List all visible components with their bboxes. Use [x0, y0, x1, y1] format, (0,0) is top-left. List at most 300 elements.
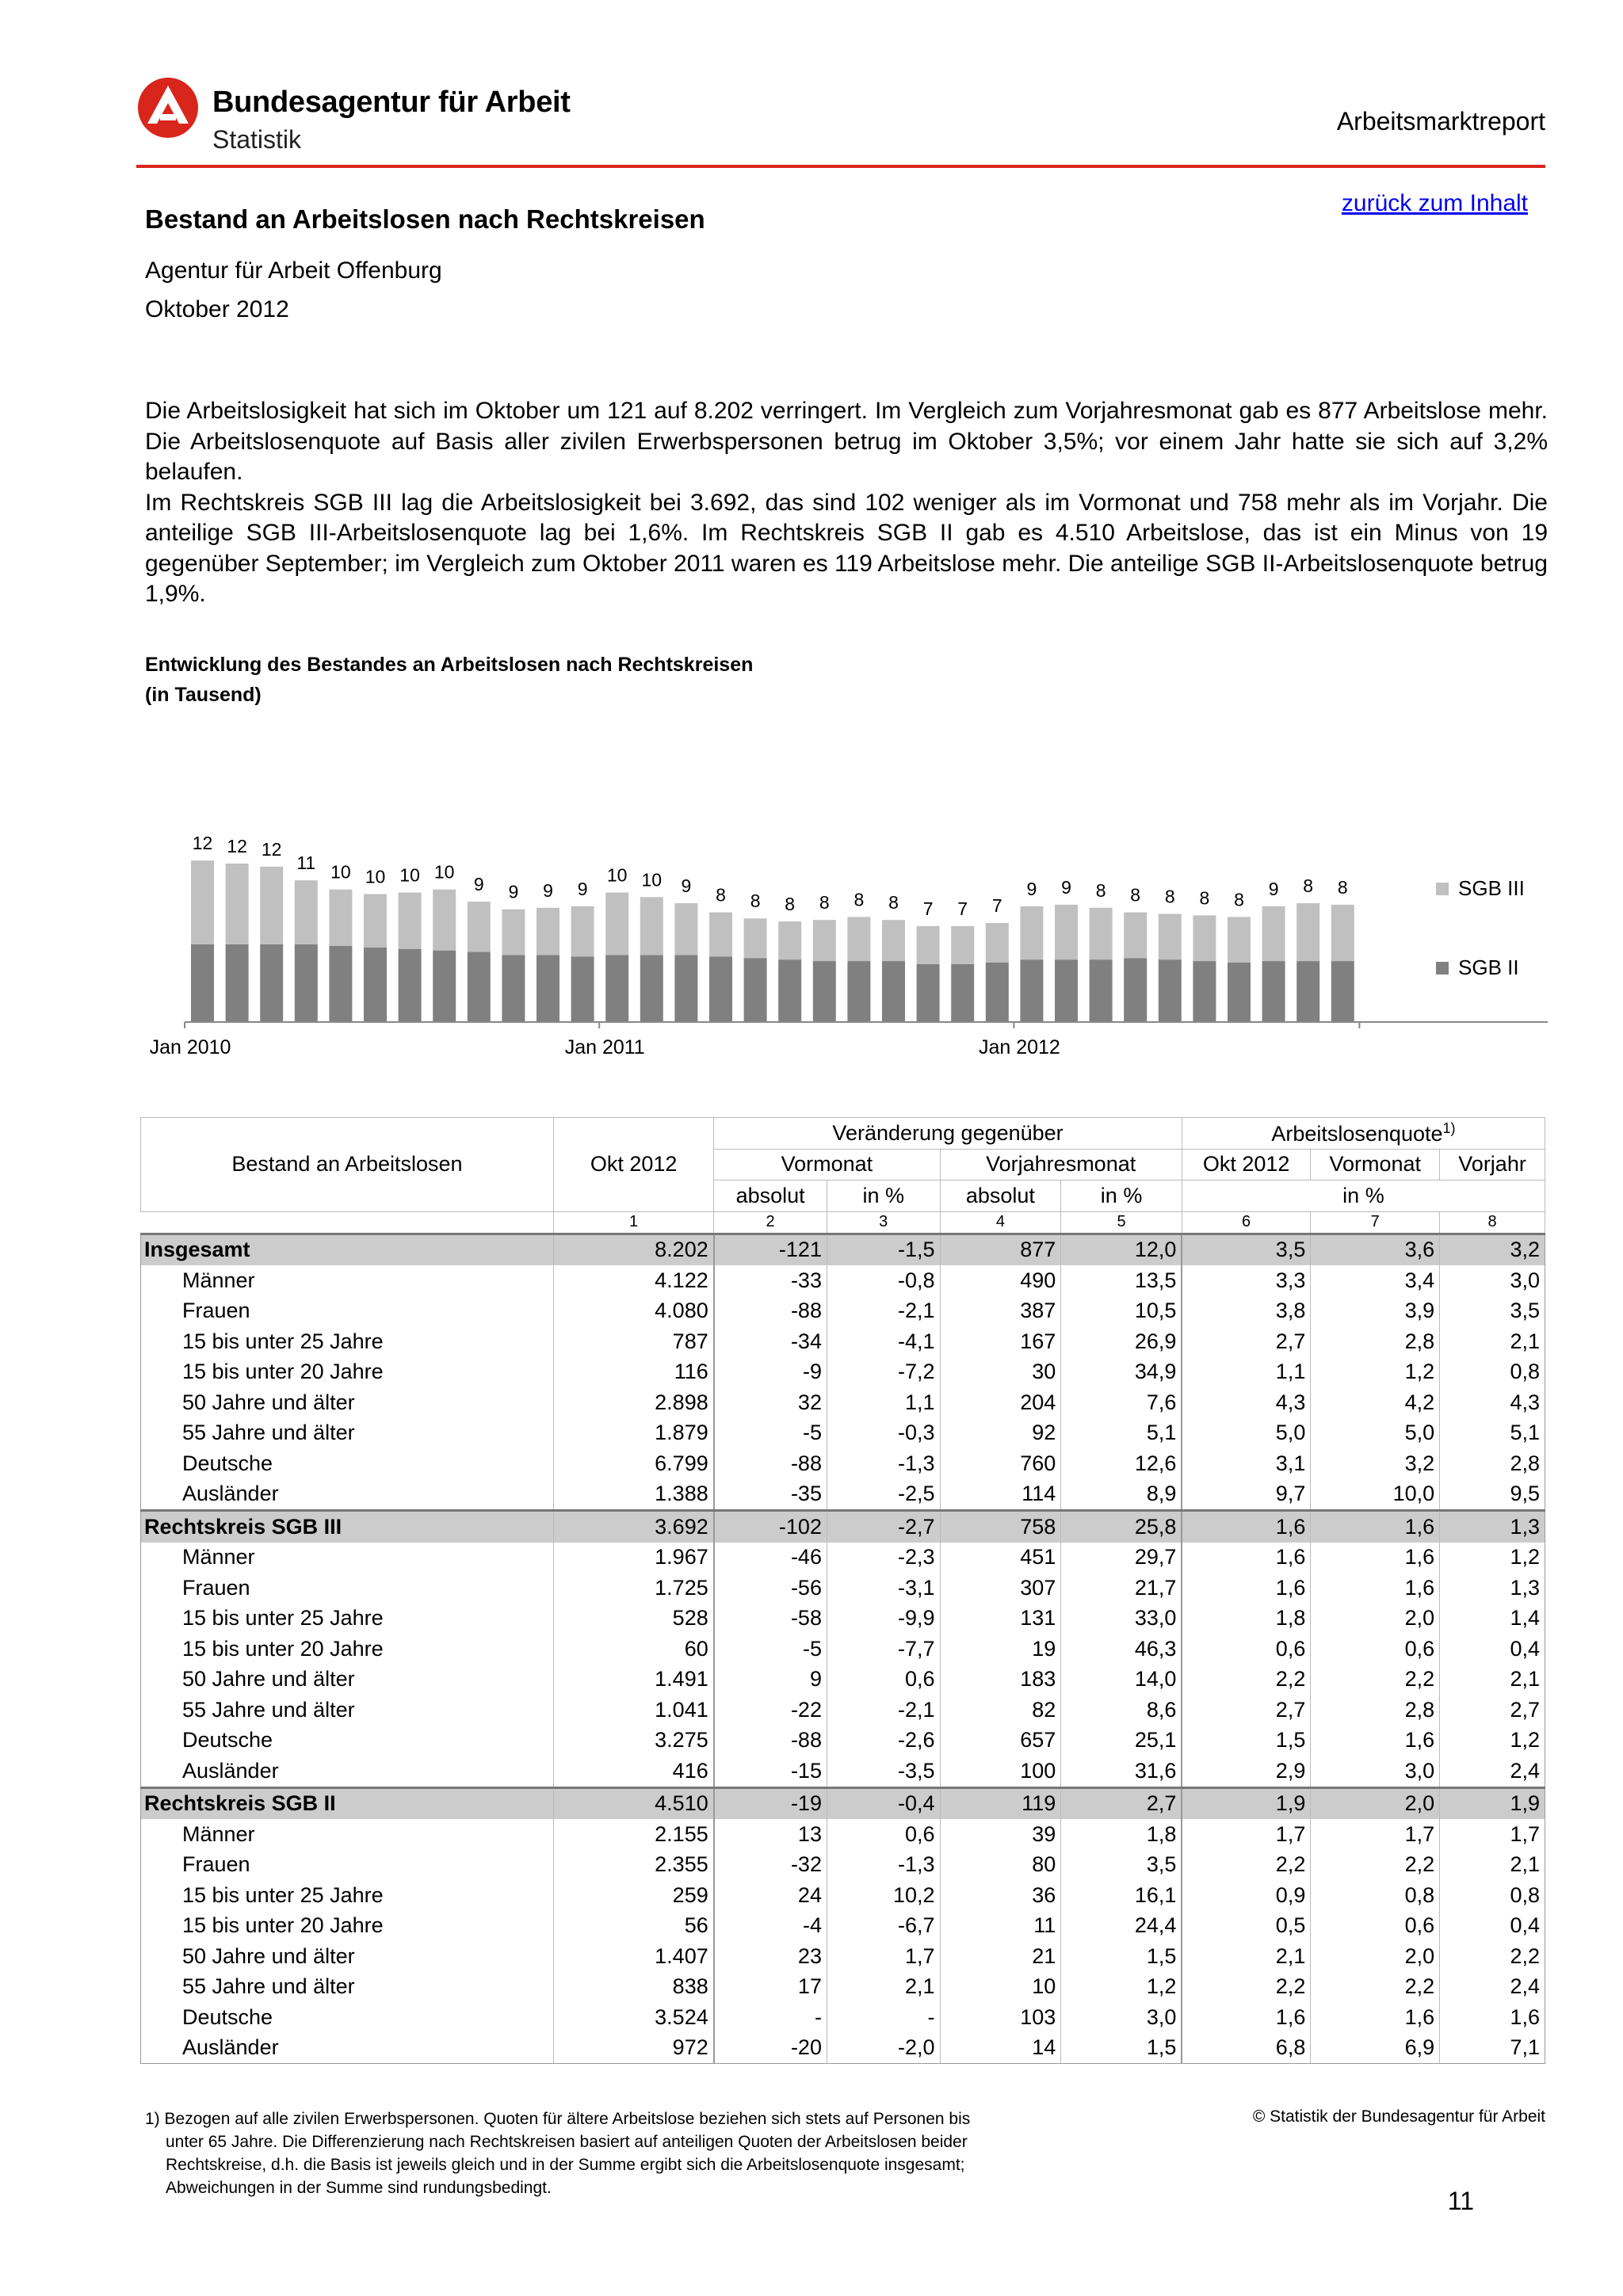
footnote-line: Rechtskreise, d.h. die Basis ist jeweils gleich und in der Summe ergibt sich die Arbeitslosenquote insgesamt;: [166, 2156, 965, 2174]
table-cell: 183: [940, 1665, 1061, 1695]
report-period: Oktober 2012: [145, 296, 289, 322]
table-cell: 13,5: [1061, 1265, 1182, 1296]
col-number: 8: [1440, 1211, 1545, 1234]
bar-sgb3: [1055, 905, 1078, 959]
agency-name: Agentur für Arbeit Offenburg: [145, 257, 442, 284]
ba-logo-icon: [136, 76, 200, 139]
bar-sgb2: [295, 944, 318, 1022]
table-cell: 21: [940, 1941, 1061, 1972]
table-cell: 3,0: [1311, 1756, 1440, 1787]
table-cell: 5,0: [1311, 1418, 1440, 1449]
table-cell: 4,3: [1182, 1387, 1310, 1418]
table-cell: 2,2: [1182, 1665, 1310, 1695]
table-cell: -0,3: [827, 1418, 940, 1449]
row-label: 15 bis unter 20 Jahre: [141, 1357, 554, 1388]
header-quote: [1182, 1118, 1545, 1150]
col-number: 7: [1311, 1211, 1440, 1234]
row-label: 50 Jahre und älter: [141, 1941, 554, 1972]
table-cell: 12,6: [1061, 1448, 1182, 1479]
bar-total-label: 10: [641, 869, 663, 891]
table-row: [141, 1448, 1545, 1479]
row-label: Deutsche: [141, 1726, 554, 1756]
table-cell: 2,1: [1440, 1850, 1545, 1881]
table-cell: -34: [714, 1326, 827, 1357]
table-cell: 114: [940, 1479, 1061, 1511]
page-title: Bestand an Arbeitslosen nach Rechtskreisen: [145, 204, 705, 234]
table-cell: 0,4: [1440, 1911, 1545, 1942]
table-cell: 2,2: [1311, 1665, 1440, 1695]
bar-sgb2: [1193, 961, 1216, 1022]
bar-sgb3: [1228, 917, 1251, 963]
table-cell: -0,4: [827, 1787, 940, 1819]
table-cell: 528: [553, 1604, 713, 1634]
table-cell: 1,3: [1440, 1573, 1545, 1604]
table-cell: 4,3: [1440, 1387, 1545, 1418]
bar-sgb3: [260, 867, 283, 944]
bar-total-label: 7: [957, 898, 968, 919]
table-cell: 1,6: [1311, 2002, 1440, 2033]
table-cell: 1,7: [1311, 1819, 1440, 1850]
bar-sgb3: [640, 897, 663, 955]
table-cell: 8,9: [1061, 1479, 1182, 1511]
bar-sgb3: [502, 910, 525, 955]
row-label: 55 Jahre und älter: [141, 1695, 554, 1726]
bar-sgb3: [813, 920, 836, 961]
table-cell: 60: [553, 1634, 713, 1665]
table-cell: 972: [553, 2033, 713, 2064]
table-cell: 6,9: [1311, 2033, 1440, 2064]
table-cell: -1,3: [827, 1448, 940, 1479]
bar-sgb2: [260, 944, 283, 1022]
footnote-line: 1) Bezogen auf alle zivilen Erwerbspersonen. Quoten für ältere Arbeitslose beziehen sich stets auf Personen bis: [145, 2110, 971, 2128]
table-cell: -56: [714, 1573, 827, 1604]
table-cell: -102: [714, 1511, 827, 1543]
bar-total-label: 9: [473, 874, 484, 895]
bar-sgb3: [468, 902, 491, 952]
table-cell: 9,5: [1440, 1479, 1545, 1511]
legend-label: SGB II: [1458, 955, 1519, 979]
col-number: 1: [553, 1211, 713, 1234]
table-cell: -121: [714, 1234, 827, 1265]
org-subtitle: Statistik: [212, 125, 302, 154]
table-cell: 19: [940, 1634, 1061, 1665]
table-cell: 3,1: [1182, 1448, 1310, 1479]
table-cell: -88: [714, 1448, 827, 1479]
bar-sgb2: [364, 948, 387, 1022]
bar-sgb2: [1020, 959, 1043, 1022]
table-cell: 1.388: [553, 1479, 713, 1511]
table-cell: -3,1: [827, 1573, 940, 1604]
header-spacer: [141, 1211, 554, 1234]
bar-sgb2: [1228, 963, 1251, 1022]
table-cell: 39: [940, 1819, 1061, 1850]
header-quote-footnote-mark: 1): [1442, 1119, 1456, 1136]
table-cell: -20: [714, 2033, 827, 2064]
table-cell: 2.355: [553, 1850, 713, 1881]
bar-sgb2: [847, 961, 870, 1022]
table-cell: 4.510: [553, 1787, 713, 1819]
table-cell: 2.155: [553, 1819, 713, 1850]
row-label: 15 bis unter 25 Jahre: [141, 1880, 554, 1911]
bar-sgb3: [882, 920, 905, 961]
table-row: [141, 1972, 1545, 2003]
table-cell: 787: [553, 1326, 713, 1357]
table-cell: -33: [714, 1265, 827, 1296]
bar-sgb3: [1159, 913, 1182, 959]
row-label: 50 Jahre und älter: [141, 1665, 554, 1695]
bar-total-label: 9: [508, 881, 519, 902]
table-cell: 3,0: [1440, 1265, 1545, 1296]
bar-total-label: 8: [1095, 879, 1106, 901]
table-cell: -3,5: [827, 1756, 940, 1787]
table-cell: 56: [553, 1911, 713, 1942]
table-cell: 31,6: [1061, 1756, 1182, 1787]
row-label: Frauen: [141, 1850, 554, 1881]
row-label: Deutsche: [141, 2002, 554, 2033]
footnote: [145, 2107, 1096, 2199]
table-cell: 2,1: [1440, 1665, 1545, 1695]
bar-sgb3: [847, 917, 870, 961]
table-cell: -9,9: [827, 1604, 940, 1634]
table-cell: -2,6: [827, 1726, 940, 1756]
table-cell: 14,0: [1061, 1665, 1182, 1695]
table-cell: -19: [714, 1787, 827, 1819]
bar-sgb3: [191, 860, 214, 944]
bar-total-label: 12: [261, 838, 282, 860]
row-label: Frauen: [141, 1296, 554, 1327]
table-cell: 1,6: [1311, 1726, 1440, 1756]
table-cell: 1,5: [1061, 1941, 1182, 1972]
table-cell: 16,1: [1061, 1880, 1182, 1911]
bar-total-label: 10: [330, 861, 351, 883]
bar-sgb2: [433, 951, 456, 1022]
table-cell: 82: [940, 1695, 1061, 1726]
table-cell: 1,3: [1440, 1511, 1545, 1543]
row-label: Insgesamt: [141, 1234, 554, 1265]
table-cell: 4,2: [1311, 1387, 1440, 1418]
table-row: [141, 1726, 1545, 1756]
bar-total-label: 8: [716, 884, 726, 906]
table-cell: 1.967: [553, 1543, 713, 1573]
bar-total-label: 8: [1337, 876, 1348, 898]
table-cell: 2,2: [1182, 1850, 1310, 1881]
bar-sgb2: [571, 956, 594, 1022]
header-in-pct: in %: [827, 1180, 940, 1212]
bar-total-label: 9: [681, 875, 692, 896]
table-row: [141, 1695, 1545, 1726]
table-cell: 11: [940, 1911, 1061, 1942]
table-cell: 2,8: [1440, 1448, 1545, 1479]
bar-sgb3: [1193, 915, 1216, 961]
bar-sgb2: [1296, 961, 1319, 1022]
table-cell: 451: [940, 1543, 1061, 1573]
bar-sgb2: [640, 955, 663, 1022]
bar-sgb3: [1020, 906, 1043, 959]
table-cell: 1,1: [827, 1387, 940, 1418]
table-cell: 760: [940, 1448, 1061, 1479]
bar-total-label: 8: [1130, 884, 1141, 906]
table-row: [141, 2033, 1545, 2064]
table-cell: 2,7: [1440, 1695, 1545, 1726]
bar-sgb2: [605, 955, 628, 1022]
table-cell: -2,1: [827, 1296, 940, 1327]
table-cell: 2,1: [827, 1972, 940, 2003]
table-cell: 5,1: [1440, 1418, 1545, 1449]
table-cell: 5,1: [1061, 1418, 1182, 1449]
table-row: [141, 1326, 1545, 1357]
bar-sgb3: [1331, 905, 1354, 961]
table-cell: 1.407: [553, 1941, 713, 1972]
bar-sgb2: [1055, 959, 1078, 1022]
table-cell: 2,1: [1182, 1941, 1310, 1972]
table-cell: -2,1: [827, 1695, 940, 1726]
header-veraenderung: Veränderung gegenüber: [714, 1118, 1182, 1150]
table-cell: 2,0: [1311, 1787, 1440, 1819]
table-cell: -5: [714, 1634, 827, 1665]
bar-sgb2: [917, 964, 940, 1022]
table-cell: 1,9: [1182, 1787, 1310, 1819]
table-row: [141, 1941, 1545, 1972]
table-cell: 3,2: [1440, 1234, 1545, 1265]
table-cell: 1,1: [1182, 1357, 1310, 1388]
row-label: 15 bis unter 20 Jahre: [141, 1911, 554, 1942]
table-row: [141, 1819, 1545, 1850]
table-cell: 34,9: [1061, 1357, 1182, 1388]
legend-swatch: [1436, 962, 1449, 974]
table-cell: -1,5: [827, 1234, 940, 1265]
bar-sgb3: [674, 903, 697, 955]
table-cell: 3,8: [1182, 1296, 1310, 1327]
table-cell: 3,2: [1311, 1448, 1440, 1479]
table-cell: -: [714, 2002, 827, 2033]
table-cell: 0,9: [1182, 1880, 1310, 1911]
table-cell: 7,1: [1440, 2033, 1545, 2064]
table-cell: 0,5: [1182, 1911, 1310, 1942]
bar-total-label: 8: [1303, 875, 1314, 896]
table-cell: 1,6: [1182, 1543, 1310, 1573]
page-number: 11: [1447, 2187, 1474, 2215]
table-cell: 1.041: [553, 1695, 713, 1726]
legend-swatch: [1436, 883, 1449, 895]
table-cell: 0,6: [1311, 1911, 1440, 1942]
table-cell: 5,0: [1182, 1418, 1310, 1449]
bar-total-label: 9: [577, 878, 588, 899]
table-cell: 2,8: [1311, 1695, 1440, 1726]
table-cell: -32: [714, 1850, 827, 1881]
table-cell: 6,8: [1182, 2033, 1310, 2064]
table-row: [141, 1479, 1545, 1511]
table-cell: 204: [940, 1387, 1061, 1418]
table-cell: 0,6: [827, 1819, 940, 1850]
bar-total-label: 10: [433, 861, 455, 883]
table-cell: 80: [940, 1850, 1061, 1881]
table-cell: 24: [714, 1880, 827, 1911]
col-number: 6: [1182, 1211, 1310, 1234]
header-quote-okt2012: Okt 2012: [1182, 1149, 1310, 1180]
bar-total-label: 8: [750, 891, 761, 912]
table-cell: 2,4: [1440, 1756, 1545, 1787]
table-cell: 1,4: [1440, 1604, 1545, 1634]
table-cell: 1,8: [1061, 1819, 1182, 1850]
table-cell: -2,5: [827, 1479, 940, 1511]
table-cell: 9,7: [1182, 1479, 1310, 1511]
table-cell: 25,8: [1061, 1511, 1182, 1543]
table-cell: 1,6: [1182, 2002, 1310, 2033]
bar-sgb2: [778, 959, 801, 1022]
table-cell: 13: [714, 1819, 827, 1850]
bar-sgb2: [399, 949, 422, 1022]
bar-total-label: 9: [543, 879, 553, 901]
bar-sgb3: [537, 908, 559, 955]
table-cell: 119: [940, 1787, 1061, 1819]
bar-total-label: 7: [991, 895, 1002, 916]
table-cell: -2,3: [827, 1543, 940, 1573]
table-cell: 2,0: [1311, 1941, 1440, 1972]
back-to-contents-link[interactable]: zurück zum Inhalt: [1341, 190, 1528, 216]
table-row: [141, 2002, 1545, 2033]
table-cell: -: [827, 2002, 940, 2033]
table-cell: -88: [714, 1296, 827, 1327]
row-label: 15 bis unter 25 Jahre: [141, 1604, 554, 1634]
table-cell: 1,8: [1182, 1604, 1310, 1634]
bar-sgb2: [674, 955, 697, 1022]
chart-subtitle: (in Tausend): [145, 684, 262, 706]
x-tick-label: Jan 2010: [149, 1036, 231, 1058]
table-cell: 1,6: [1311, 1543, 1440, 1573]
table-cell: 1,5: [1182, 1726, 1310, 1756]
table-cell: -2,7: [827, 1511, 940, 1543]
table-cell: 1,7: [1182, 1819, 1310, 1850]
table-cell: -15: [714, 1756, 827, 1787]
legend-label: SGB III: [1458, 876, 1525, 900]
table-row: [141, 1357, 1545, 1388]
row-label: Frauen: [141, 1573, 554, 1604]
row-label: Ausländer: [141, 1479, 554, 1511]
bar-sgb3: [1090, 908, 1113, 959]
col-number: 3: [827, 1211, 940, 1234]
bar-sgb2: [744, 958, 767, 1022]
table-cell: 3.275: [553, 1726, 713, 1756]
table-cell: 4.122: [553, 1265, 713, 1296]
table-row: [141, 1573, 1545, 1604]
bar-sgb2: [1090, 959, 1113, 1022]
bar-sgb2: [709, 956, 732, 1022]
header-divider: [136, 165, 1545, 168]
table-cell: 2,7: [1182, 1695, 1310, 1726]
footnote-line: Abweichungen in der Summe sind rundungsbedingt.: [166, 2179, 552, 2197]
row-label: Ausländer: [141, 1756, 554, 1787]
table-cell: 1.879: [553, 1418, 713, 1449]
table-cell: 0,8: [1440, 1357, 1545, 1388]
table-cell: 26,9: [1061, 1326, 1182, 1357]
table-cell: 3,0: [1061, 2002, 1182, 2033]
bar-sgb3: [571, 906, 594, 956]
table-cell: 1,6: [1311, 1573, 1440, 1604]
bar-total-label: 10: [365, 866, 386, 887]
header-quote-label: Arbeitslosenquote: [1271, 1121, 1443, 1146]
table-cell: 2,2: [1182, 1972, 1310, 2003]
table-row: [141, 1880, 1545, 1911]
bar-sgb2: [1124, 958, 1147, 1022]
header-in-pct: in %: [1061, 1180, 1182, 1212]
header-bestand: Bestand an Arbeitslosen: [141, 1118, 554, 1212]
table-cell: 10: [940, 1972, 1061, 2003]
table-cell: -7,2: [827, 1357, 940, 1388]
bar-total-label: 8: [819, 892, 830, 913]
row-label: 15 bis unter 25 Jahre: [141, 1326, 554, 1357]
table-cell: -35: [714, 1479, 827, 1511]
row-label: 15 bis unter 20 Jahre: [141, 1634, 554, 1665]
table-cell: -46: [714, 1543, 827, 1573]
table-cell: 3.524: [553, 2002, 713, 2033]
table-cell: 2,9: [1182, 1756, 1310, 1787]
table-cell: -88: [714, 1726, 827, 1756]
table-cell: 2,2: [1440, 1941, 1545, 1972]
row-label: Rechtskreis SGB II: [141, 1787, 554, 1819]
table-cell: 10,5: [1061, 1296, 1182, 1327]
table-cell: -22: [714, 1695, 827, 1726]
row-label: Ausländer: [141, 2033, 554, 2064]
row-label: Männer: [141, 1819, 554, 1850]
table-cell: 23: [714, 1941, 827, 1972]
table-cell: 32: [714, 1387, 827, 1418]
table-cell: 3,6: [1311, 1234, 1440, 1265]
row-label: 55 Jahre und älter: [141, 1972, 554, 2003]
col-number: 4: [940, 1211, 1061, 1234]
table-cell: 46,3: [1061, 1634, 1182, 1665]
table-cell: 1.725: [553, 1573, 713, 1604]
header-quote-vorjahr: Vorjahr: [1440, 1149, 1545, 1180]
bar-sgb2: [537, 955, 559, 1022]
table-row: [141, 1418, 1545, 1449]
table-cell: 33,0: [1061, 1604, 1182, 1634]
table-cell: 29,7: [1061, 1543, 1182, 1573]
header-okt2012: Okt 2012: [553, 1118, 713, 1212]
bar-sgb3: [951, 926, 974, 964]
table-cell: -5: [714, 1418, 827, 1449]
row-label: Männer: [141, 1543, 554, 1573]
bar-total-label: 12: [192, 833, 213, 854]
bar-sgb3: [433, 890, 456, 951]
table-cell: -2,0: [827, 2033, 940, 2064]
bar-sgb2: [951, 964, 974, 1022]
table-row: [141, 1265, 1545, 1296]
table-cell: 2,8: [1311, 1326, 1440, 1357]
table-cell: 387: [940, 1296, 1061, 1327]
table-cell: 1,6: [1440, 2002, 1545, 2033]
table-cell: 21,7: [1061, 1573, 1182, 1604]
table-cell: 0,8: [1311, 1880, 1440, 1911]
table-cell: 1,7: [827, 1941, 940, 1972]
bar-sgb2: [329, 946, 352, 1022]
table-cell: 1,7: [1440, 1819, 1545, 1850]
unemployment-table: [140, 1117, 1545, 2064]
table-cell: 25,1: [1061, 1726, 1182, 1756]
bar-total-label: 8: [854, 889, 865, 910]
table-cell: 6.799: [553, 1448, 713, 1479]
bar-sgb2: [882, 961, 905, 1022]
bar-total-label: 11: [296, 852, 316, 874]
bar-total-label: 8: [1199, 887, 1210, 909]
bar-sgb2: [1331, 961, 1354, 1022]
bar-sgb2: [468, 952, 491, 1022]
table-cell: 1,6: [1182, 1511, 1310, 1543]
bar-sgb3: [329, 890, 352, 946]
table-cell: 2,7: [1182, 1326, 1310, 1357]
table-cell: 0,6: [1311, 1634, 1440, 1665]
table-cell: 14: [940, 2033, 1061, 2064]
chart-title: [145, 650, 753, 710]
